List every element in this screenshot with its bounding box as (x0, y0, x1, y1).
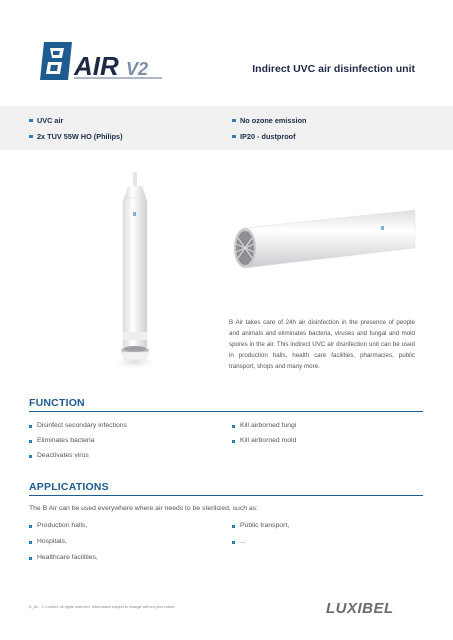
product-description: B Air takes care of 24h air disinfection in the presence of people and animals and eliminates bacteria, viruses and fungal and mold spores in the air. This indirect UVC air disinfection unit can be used in production halls, health care facilities, pharmacies, public transport, shops and many more. (229, 319, 415, 370)
feature-item: No ozone emission (232, 116, 307, 125)
function-divider (29, 411, 423, 412)
page-title: Indirect UVC air disinfection unit (252, 63, 415, 75)
product-image-horizontal (229, 200, 419, 280)
feature-band (0, 106, 453, 150)
svg-text:AIR: AIR (74, 51, 119, 81)
function-item: Kill airborned fungi (232, 422, 296, 429)
function-item: Disinfect secondary infections (29, 422, 127, 429)
product-image-vertical (110, 172, 160, 372)
function-heading: FUNCTION (29, 397, 85, 409)
svg-text:V2: V2 (126, 59, 149, 79)
feature-item: UVC air (29, 116, 63, 125)
function-item: Eliminates bacteria (29, 437, 94, 444)
function-item: Kill airborned mold (232, 437, 296, 444)
function-item: Deactivates virus (29, 452, 89, 459)
footer-copyright: B_Air - © Luxibel, all rights reserved. Information subject to change without prior notice. (29, 605, 176, 609)
application-item: Production halls, (29, 522, 87, 529)
applications-intro: The B Air can be used everywhere where air needs to be sterilized, such as: (29, 505, 258, 512)
application-item: Healthcare facilities, (29, 554, 98, 561)
application-item: ... (232, 538, 246, 545)
luxibel-logo (326, 598, 422, 616)
svg-text:LUXIBEL: LUXIBEL (326, 600, 394, 616)
feature-item: 2x TUV 55W HO (Philips) (29, 132, 123, 141)
application-item: Public transport, (232, 522, 289, 529)
feature-item: IP20 - dustproof (232, 132, 296, 141)
b-air-v2-logo (38, 40, 168, 82)
applications-divider (29, 495, 423, 496)
application-item: Hospitals, (29, 538, 67, 545)
applications-heading: APPLICATIONS (29, 481, 109, 493)
